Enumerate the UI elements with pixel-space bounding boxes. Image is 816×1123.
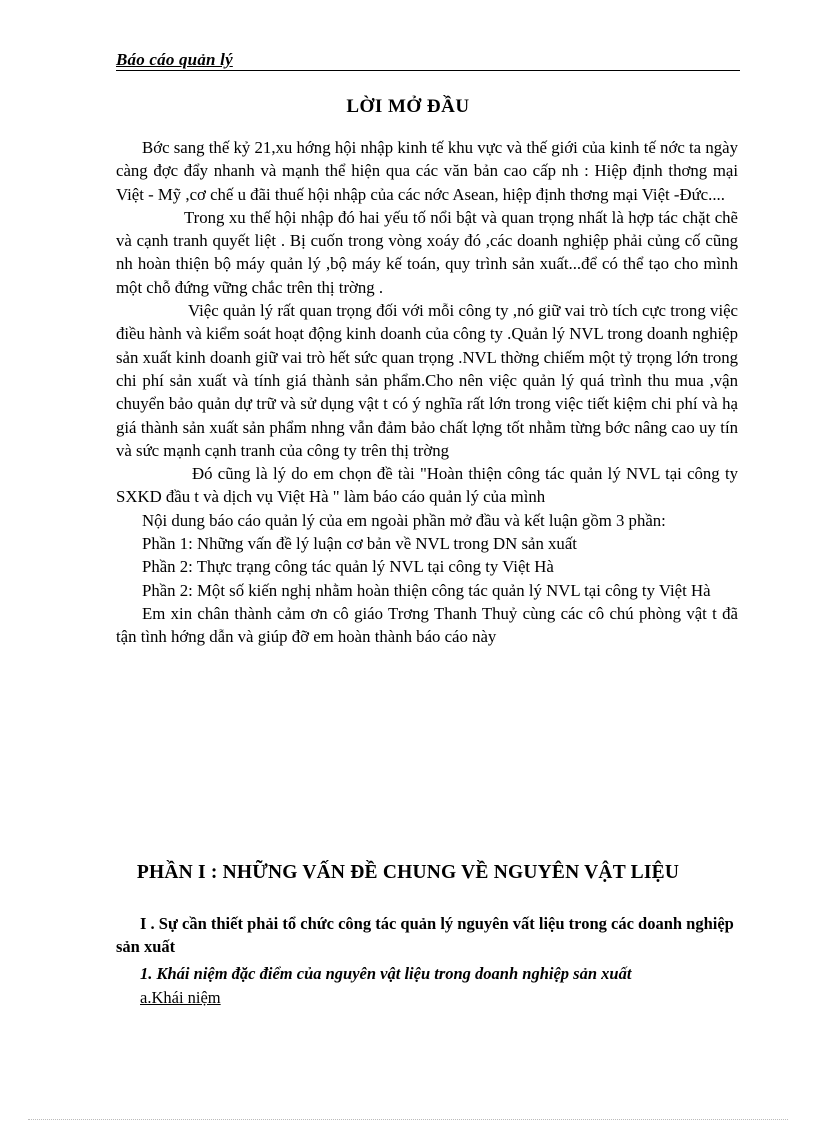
heading-level-2: 1. Khái niệm đặc điểm của nguyên vật liệu trong doanh nghiệp sản xuất	[140, 964, 632, 983]
section-title: PHẦN I : NHỮNG VẤN ĐỀ CHUNG VỀ NGUYÊN VẬT LIỆU	[136, 862, 680, 883]
heading-level-1: I . Sự cần thiết phải tổ chức công tác quản lý nguyên vất liệu trong các doanh nghiệp sản xuất	[116, 914, 734, 956]
paragraph: Đó cũng là lý do em chọn đề tài "Hoàn thiện công tác quản lý NVL tại công ty SXKD đầu t và dịch vụ Việt Hà " làm báo cáo quản lý của mình	[116, 464, 738, 507]
paragraph: Phần 2: Thực trạng công tác quản lý NVL tại công ty Việt Hà	[142, 557, 554, 577]
page-bottom-divider	[28, 1119, 788, 1120]
document-title: LỜI MỞ ĐẦU	[346, 96, 470, 117]
page-header	[116, 50, 740, 71]
paragraph: Bớc sang thế kỷ 21,xu hớng hội nhập kinh tế khu vực và thế giới của kinh tế nớc ta ngày càng đợc đẩy nhanh và mạnh thể hiện qua các văn bản cao cấp nh : Hiệp định thơng mại Việt - Mỹ ,cơ chế u đãi thuế hội nhập của các nớc Asean, hiệp định thơng mại Việt -Đức....	[116, 138, 738, 204]
paragraph: Em xin chân thành cảm ơn cô giáo Trơng Thanh Thuỷ cùng các cô chú phòng vật t đã tận tình hớng dẫn và giúp đỡ em hoàn thành báo cáo này	[116, 603, 738, 647]
header-text: Báo cáo quản lý	[116, 50, 233, 69]
paragraph: Phần 1: Những vấn đề lý luận cơ bản về NVL trong DN sản xuất	[142, 534, 577, 554]
heading-level-3: a.Khái niệm	[140, 988, 221, 1007]
paragraph: Việc quản lý rất quan trọng đối với mỗi công ty ,nó giữ vai trò tích cực trong việc điều hành và kiểm soát hoạt động kinh doanh của công ty .Quản lý NVL trong doanh nghiệp sản xuất kinh doanh giữ vai trò hết sức quan trọng .NVL thờng chiếm một tỷ trọng lớn trong chi phí sản xuất và tính giá thành sản phẩm.Cho nên việc quản lý quá trình thu mua ,vận chuyển bảo quản dự trữ và sử dụng vật t có ý nghĩa rất lớn trong việc tiết kiệm chi phí và hạ giá thành sản xuất sản phẩm nhng vẫn đảm bảo chất lợng tốt nhằm từng bớc nâng cao uy tín và sức mạnh cạnh tranh của công ty trên thị trờng	[116, 301, 738, 460]
intro-body	[116, 136, 738, 649]
paragraph: Trong xu thế hội nhập đó hai yếu tố nổi bật và quan trọng nhất là hợp tác chặt chẽ và cạnh tranh quyết liệt . Bị cuốn trong vòng xoáy đó ,các doanh nghiệp phải củng cố cũng nh hoàn thiện bộ máy quản lý ,bộ máy kế toán, quy trình sản xuất...để có thể tạo cho mình một chỗ đứng vững chắc trên thị trờng .	[116, 207, 738, 297]
paragraph: Nội dung báo cáo quản lý của em ngoài phần mở đầu và kết luận gồm 3 phần:	[142, 510, 666, 530]
paragraph: Phần 2: Một số kiến nghị nhằm hoàn thiện công tác quản lý NVL tại công ty Việt Hà	[142, 580, 711, 600]
